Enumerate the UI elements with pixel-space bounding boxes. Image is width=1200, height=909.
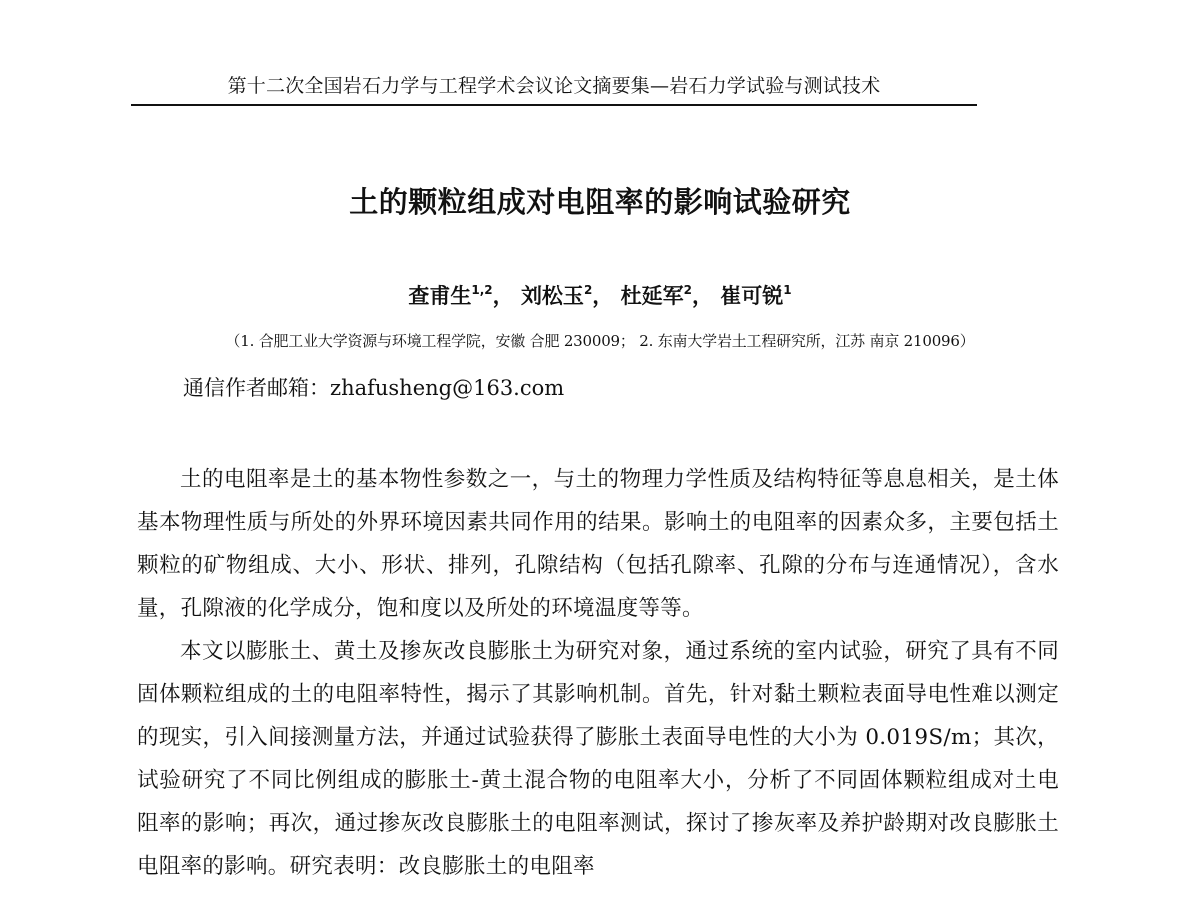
correspondence-email [183,372,564,402]
paper-title: 土的颗粒组成对电阻率的影响试验研究 [349,185,851,219]
author-affiliation-mark: 2 [583,283,593,297]
running-header-text: 第十二次全国岩石力学与工程学术会议论文摘要集—岩石力学试验与测试技术 [227,75,881,97]
author-separator: ， [691,284,713,308]
abstract-paragraph: 本文以膨胀土、黄土及掺灰改良膨胀土为研究对象，通过系统的室内试验，研究了具有不同固体颗粒组成的土的电阻率特性，揭示了其影响机制。首先，针对黏土颗粒表面导电性难以测定的现实，引入间接测量方法，并通过试验获得了膨胀土表面导电性的大小为 0.019S/m；其次，试验研究了不同比例组成的膨胀土-黄土混合物的电阻率大小，分析了不同固体颗粒组成对土电阻率的影响；再次，通过掺灰改良膨胀土的电阻率测试，探讨了掺灰率及养护龄期对改良膨胀土电阻率的影响。研究表明：改良膨胀土的电阻率 [137,639,1059,879]
author-affiliation-mark: 2 [683,283,692,297]
author-name: 刘松玉 [520,284,584,308]
abstract-body [137,458,1059,888]
email-address: zhafusheng@163.com [330,376,565,400]
author-name: 崔可锐 [720,284,784,308]
author-list [0,280,1200,310]
email-label: 通信作者邮箱： [183,376,330,400]
author-name: 查甫生 [408,284,472,308]
affiliation-line: （1. 合肥工业大学资源与环境工程学院，安徽 合肥 230009； 2. 东南大学岩土工程研究所，江苏 南京 210096） [225,332,975,350]
author-affiliation-mark: 1 [783,283,792,297]
abstract-paragraph: 土的电阻率是土的基本物性参数之一，与土的物理力学性质及结构特征等息息相关，是土体基本物理性质与所处的外界环境因素共同作用的结果。影响土的电阻率的因素众多，主要包括土颗粒的矿物组成、大小、形状、排列，孔隙结构（包括孔隙率、孔隙的分布与连通情况），含水量，孔隙液的化学成分，饱和度以及所处的环境温度等等。 [137,467,1059,621]
author-separator: ， [592,284,614,308]
running-header [131,72,977,106]
author-name: 杜延军 [620,284,684,308]
author-separator: ， [492,284,514,308]
author-affiliation-mark: 1,2 [471,283,493,297]
